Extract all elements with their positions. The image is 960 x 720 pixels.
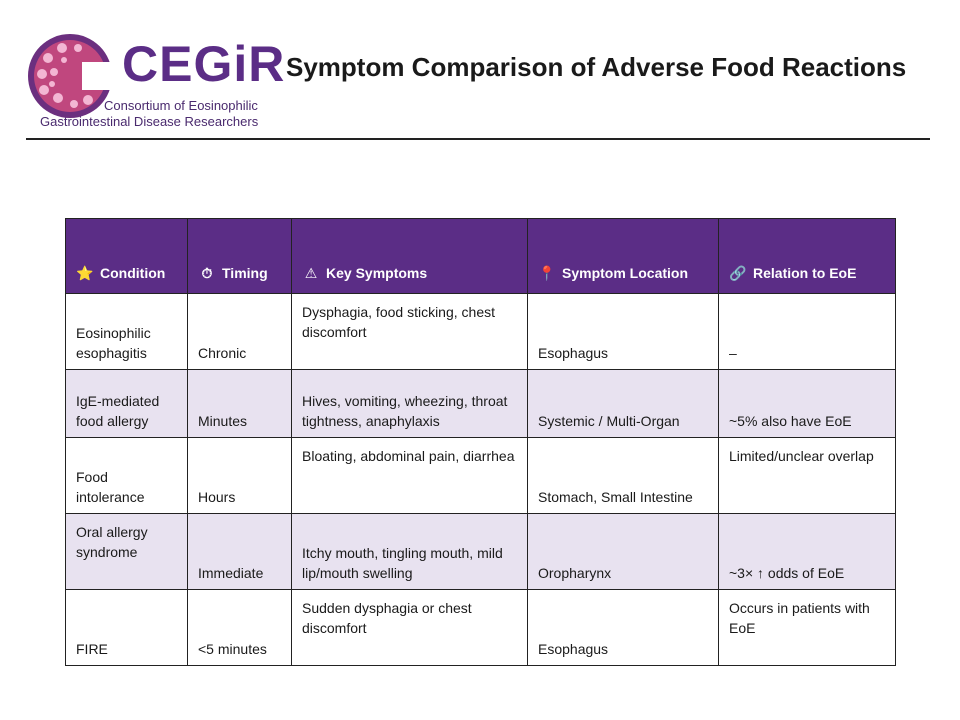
table-cell: Eosinophilic esophagitis xyxy=(66,294,188,370)
table-row xyxy=(66,590,896,666)
table-row xyxy=(66,294,896,370)
logo-tagline-2: Gastrointestinal Disease Researchers xyxy=(40,114,259,129)
table-cell: Esophagus xyxy=(528,294,719,370)
pin-icon: 📍 xyxy=(538,265,556,281)
logo-wordmark: CEGiR xyxy=(122,36,286,92)
table-cell: Itchy mouth, tingling mouth, mild lip/mouth swelling xyxy=(292,514,528,590)
link-icon: 🔗 xyxy=(729,265,747,281)
table-row xyxy=(66,370,896,438)
table-row xyxy=(66,514,896,590)
timer-icon: ⏱ xyxy=(201,265,213,281)
table-cell: Bloating, abdominal pain, diarrhea xyxy=(292,438,528,514)
table-cell: Sudden dysphagia or chest discomfort xyxy=(292,590,528,666)
header-key-symptoms: ⚠ Key Symptoms xyxy=(292,219,528,294)
header-relation-to-eoe: 🔗 Relation to EoE xyxy=(719,219,896,294)
warning-icon: ⚠ xyxy=(304,265,318,281)
table-cell: Immediate xyxy=(188,514,292,590)
table-cell: Hours xyxy=(188,438,292,514)
table-cell: <5 minutes xyxy=(188,590,292,666)
table-cell: Limited/unclear overlap xyxy=(719,438,896,514)
header-symptom-location: 📍 Symptom Location xyxy=(528,219,719,294)
header-condition: ⭐ Condition xyxy=(66,219,188,294)
table-cell: Chronic xyxy=(188,294,292,370)
table-cell: FIRE xyxy=(66,590,188,666)
table-cell: Oral allergy syndrome xyxy=(66,514,188,590)
logo-tagline-1: Consortium of Eosinophilic xyxy=(104,98,258,113)
table-cell: Systemic / Multi-Organ xyxy=(528,370,719,438)
table-row xyxy=(66,438,896,514)
table-cell: ~3× ↑ odds of EoE xyxy=(719,514,896,590)
header-timing: ⏱ Timing xyxy=(188,219,292,294)
title-divider xyxy=(26,138,930,140)
table-cell: Hives, vomiting, wheezing, throat tightness, anaphylaxis xyxy=(292,370,528,438)
star-icon: ⭐ xyxy=(76,265,94,281)
table-cell: Stomach, Small Intestine xyxy=(528,438,719,514)
table-cell: – xyxy=(719,294,896,370)
cegir-logo xyxy=(24,28,286,132)
table-cell: Esophagus xyxy=(528,590,719,666)
table-cell: Occurs in patients with EoE xyxy=(719,590,896,666)
header-row xyxy=(66,219,896,294)
page-title: Symptom Comparison of Adverse Food Reactions xyxy=(286,52,907,82)
table-cell: Minutes xyxy=(188,370,292,438)
table-cell: Oropharynx xyxy=(528,514,719,590)
comparison-table xyxy=(65,218,896,666)
table-cell: ~5% also have EoE xyxy=(719,370,896,438)
table-cell: Dysphagia, food sticking, chest discomfort xyxy=(292,294,528,370)
table-cell: Food intolerance xyxy=(66,438,188,514)
table-cell: IgE-mediated food allergy xyxy=(66,370,188,438)
